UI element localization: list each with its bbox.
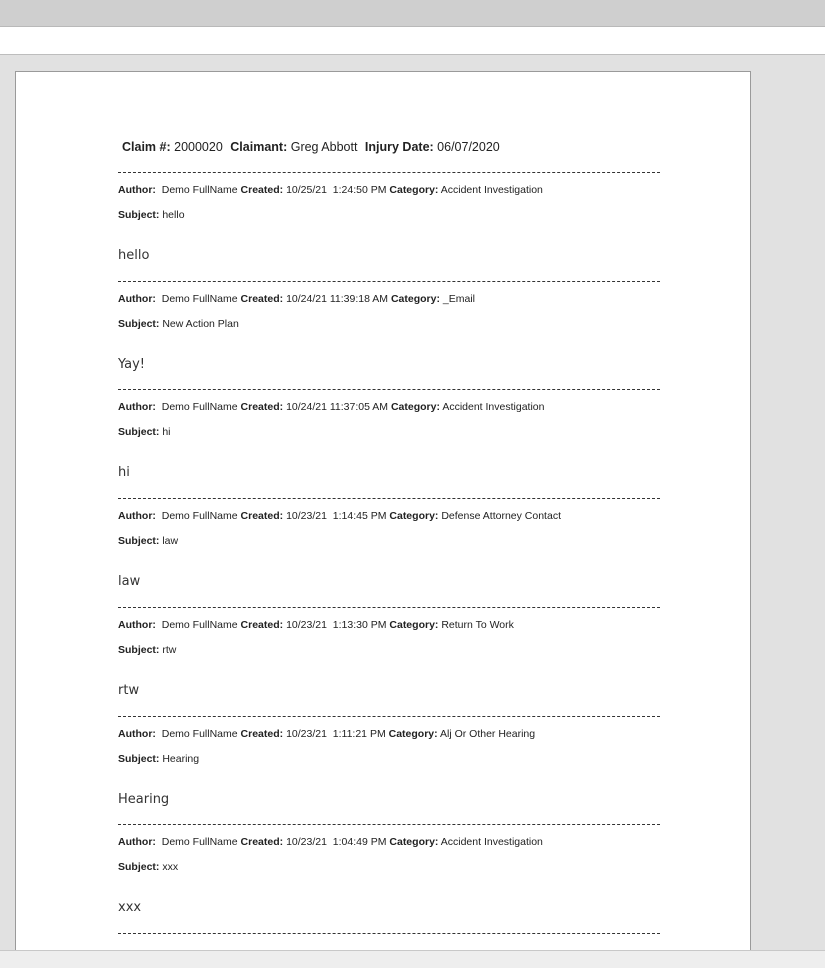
author-label: Author: <box>118 510 156 523</box>
note-created: 10/23/21 1:11:21 PM <box>286 727 386 740</box>
author-label: Author: <box>118 292 156 305</box>
note-meta <box>118 728 535 740</box>
note-body: law <box>118 574 141 590</box>
note-author: Demo FullName <box>161 836 238 849</box>
bottom-scrollbar[interactable] <box>0 950 825 968</box>
note-subject-text: rtw <box>162 643 177 656</box>
subject-label: Subject: <box>118 861 160 874</box>
subject-label: Subject: <box>118 752 160 765</box>
note-subject-text: hi <box>162 426 171 439</box>
note-meta <box>118 619 514 631</box>
subject-label: Subject: <box>118 643 160 656</box>
note-category: Accident Investigation <box>442 401 545 414</box>
created-label: Created: <box>240 510 284 523</box>
note-created: 10/24/21 11:37:05 AM <box>286 401 389 414</box>
author-label: Author: <box>118 618 156 631</box>
note-created: 10/24/21 11:39:18 AM <box>286 292 389 305</box>
note-separator <box>118 281 660 282</box>
claimant-label: Claimant: <box>230 140 288 154</box>
note-separator <box>118 172 660 173</box>
note-subject-text: hello <box>162 209 185 221</box>
category-label: Category: <box>388 727 438 740</box>
category-label: Category: <box>390 292 440 305</box>
created-label: Created: <box>240 836 284 849</box>
report-page <box>15 71 751 950</box>
note-subject <box>118 861 178 873</box>
author-label: Author: <box>118 184 156 196</box>
document-viewer[interactable] <box>0 55 825 950</box>
author-label: Author: <box>118 401 156 414</box>
note-subject <box>118 753 199 765</box>
subject-label: Subject: <box>118 426 160 439</box>
window-top-bar <box>0 0 825 27</box>
note-subject <box>118 318 239 330</box>
note-separator <box>118 824 660 825</box>
note-meta <box>118 401 544 413</box>
claim-header <box>122 140 500 154</box>
category-label: Category: <box>389 836 439 849</box>
subject-label: Subject: <box>118 317 160 330</box>
created-label: Created: <box>240 401 284 414</box>
claim-number: 2000020 <box>174 140 223 154</box>
note-created: 10/23/21 1:13:30 PM <box>286 618 387 631</box>
subject-label: Subject: <box>118 535 160 548</box>
note-created: 10/23/21 1:14:45 PM <box>286 510 387 523</box>
note-created: 10/25/21 1:24:50 PM <box>286 184 387 196</box>
note-author: Demo FullName <box>161 510 238 523</box>
category-label: Category: <box>390 401 440 414</box>
category-label: Category: <box>389 510 439 523</box>
claim-label: Claim #: <box>122 140 171 154</box>
note-body: rtw <box>118 682 140 698</box>
note-category: Defense Attorney Contact <box>441 510 561 523</box>
created-label: Created: <box>240 184 284 196</box>
note-subject <box>118 209 185 221</box>
note-separator <box>118 498 660 499</box>
injury-date-label: Injury Date: <box>364 140 434 154</box>
category-label: Category: <box>389 184 439 196</box>
note-author: Demo FullName <box>161 618 238 631</box>
note-subject <box>118 644 176 656</box>
author-label: Author: <box>118 727 156 740</box>
note-meta <box>118 184 543 196</box>
note-body: hello <box>118 248 150 263</box>
author-label: Author: <box>118 836 156 849</box>
note-separator <box>118 607 660 608</box>
note-subject <box>118 535 178 547</box>
note-meta <box>118 293 475 305</box>
toolbar-strip <box>0 27 825 55</box>
category-label: Category: <box>389 618 439 631</box>
note-author: Demo FullName <box>161 292 238 305</box>
claimant-name: Greg Abbott <box>290 140 358 154</box>
note-subject-text: New Action Plan <box>162 317 239 330</box>
note-body: xxx <box>118 900 142 916</box>
note-category: Alj Or Other Hearing <box>439 727 536 740</box>
note-category: Accident Investigation <box>440 836 543 849</box>
note-meta <box>118 510 561 522</box>
created-label: Created: <box>240 618 284 631</box>
note-meta <box>118 836 543 848</box>
note-created: 10/23/21 1:04:49 PM <box>286 836 387 849</box>
created-label: Created: <box>240 292 284 305</box>
note-separator <box>118 716 660 717</box>
note-separator <box>118 933 660 934</box>
created-label: Created: <box>240 727 284 740</box>
note-subject-text: xxx <box>162 861 179 874</box>
injury-date: 06/07/2020 <box>437 140 500 154</box>
note-body: Hearing <box>118 791 170 807</box>
note-author: Demo FullName <box>161 184 238 196</box>
note-body: hi <box>118 465 130 481</box>
note-category: _Email <box>442 292 476 305</box>
note-category: Accident Investigation <box>440 184 543 196</box>
note-category: Return To Work <box>441 618 514 631</box>
note-separator <box>118 389 660 390</box>
subject-label: Subject: <box>118 209 160 221</box>
note-author: Demo FullName <box>161 727 238 740</box>
note-body: Yay! <box>118 356 146 372</box>
note-subject-text: Hearing <box>162 752 200 765</box>
note-subject-text: law <box>162 535 179 548</box>
note-author: Demo FullName <box>161 401 238 414</box>
note-subject <box>118 426 171 438</box>
